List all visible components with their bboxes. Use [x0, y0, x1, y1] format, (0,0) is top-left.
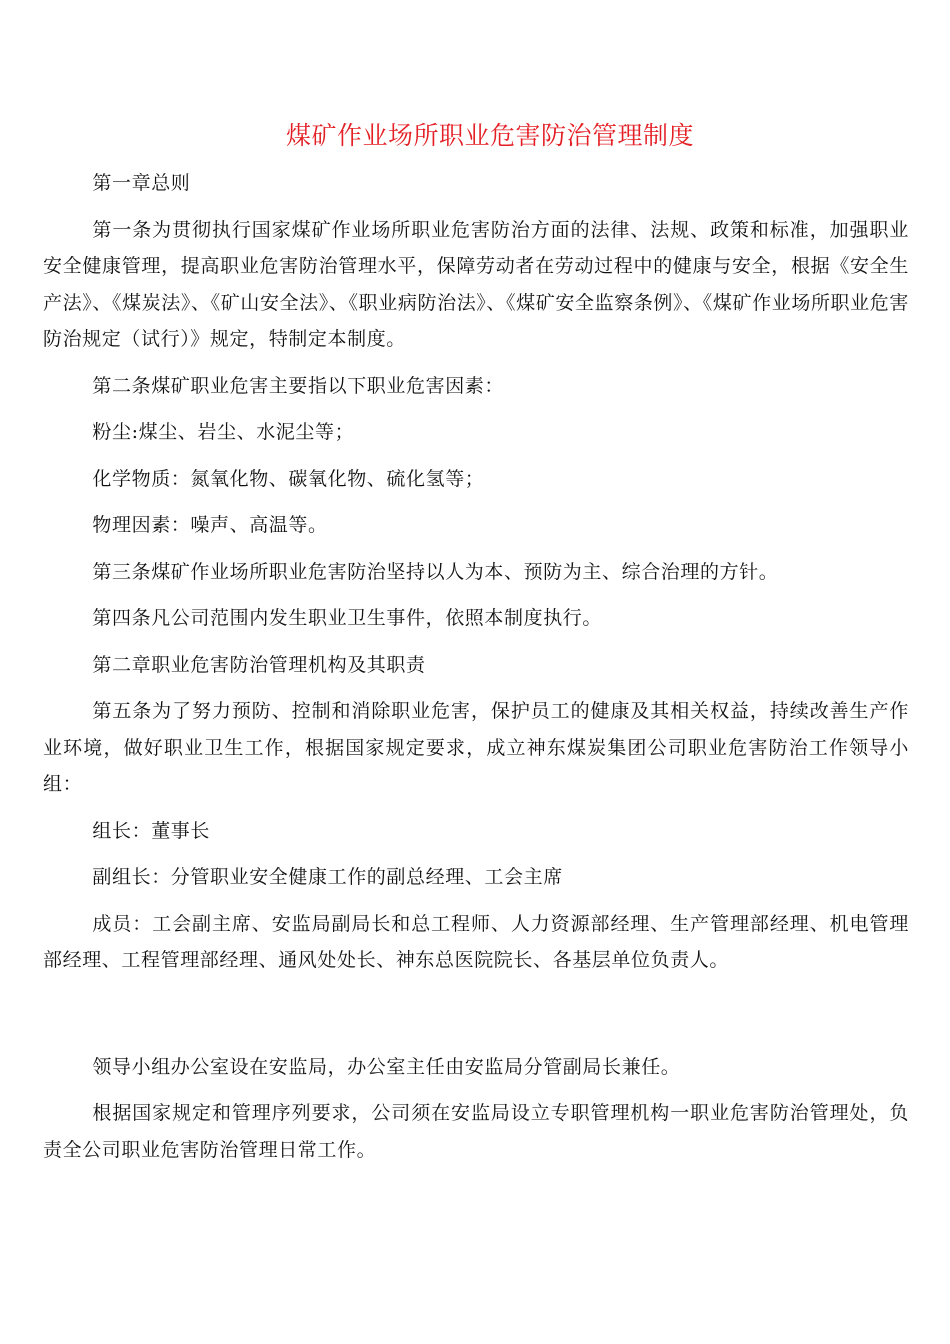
group-members: 成员：工会副主席、安监局副局长和总工程师、人力资源部经理、生产管理部经理、机电管理部经理、工程管理部经理、通风处处长、神东总医院院长、各基层单位负责人。 — [43, 912, 909, 971]
document-title: 煤矿作业场所职业危害防治管理制度 — [285, 121, 694, 150]
document-body — [43, 165, 909, 1178]
article-5: 第五条为了努力预防、控制和消除职业危害，保护员工的健康及其相关权益，持续改善生产作业环境，做好职业卫生工作，根据国家规定要求，成立神东煤炭集团公司职业危害防治工作领导小组： — [43, 700, 909, 795]
group-leader: 组长：董事长 — [92, 819, 210, 842]
hazard-chemical: 化学物质：氮氧化物、碳氧化物、硫化氢等； — [92, 467, 485, 490]
article-1: 第一条为贯彻执行国家煤矿作业场所职业危害防治方面的法律、法规、政策和标准，加强职业安全健康管理，提高职业危害防治管理水平，保障劳动者在劳动过程中的健康与安全，根据《安全生产法》、《煤炭法》、《矿山安全法》、《职业病防治法》、《煤矿安全监察条例》、《煤矿作业场所职业危害防治规定（试行）》规定，特制定本制度。 — [43, 218, 909, 350]
office-setup: 领导小组办公室设在安监局，办公室主任由安监局分管副局长兼任。 — [92, 1055, 681, 1078]
hazard-dust: 粉尘:煤尘、岩尘、水泥尘等； — [92, 421, 355, 443]
chapter-1-heading: 第一章总则 — [92, 172, 191, 194]
chapter-2-heading: 第二章职业危害防治管理机构及其职责 — [92, 653, 426, 676]
group-deputy-leader: 副组长：分管职业安全健康工作的副总经理、工会主席 — [92, 866, 563, 888]
article-2: 第二条煤矿职业危害主要指以下职业危害因素： — [92, 374, 504, 397]
management-office: 根据国家规定和管理序列要求，公司须在安监局设立专职管理机构一职业危害防治管理处，负责全公司职业危害防治管理日常工作。 — [43, 1102, 909, 1161]
hazard-physical: 物理因素：噪声、高温等。 — [92, 514, 328, 536]
article-4: 第四条凡公司范围内发生职业卫生事件，依照本制度执行。 — [92, 607, 602, 629]
paragraph-gap — [43, 989, 909, 1049]
article-3: 第三条煤矿作业场所职业危害防治坚持以人为本、预防为主、综合治理的方针。 — [92, 560, 779, 583]
